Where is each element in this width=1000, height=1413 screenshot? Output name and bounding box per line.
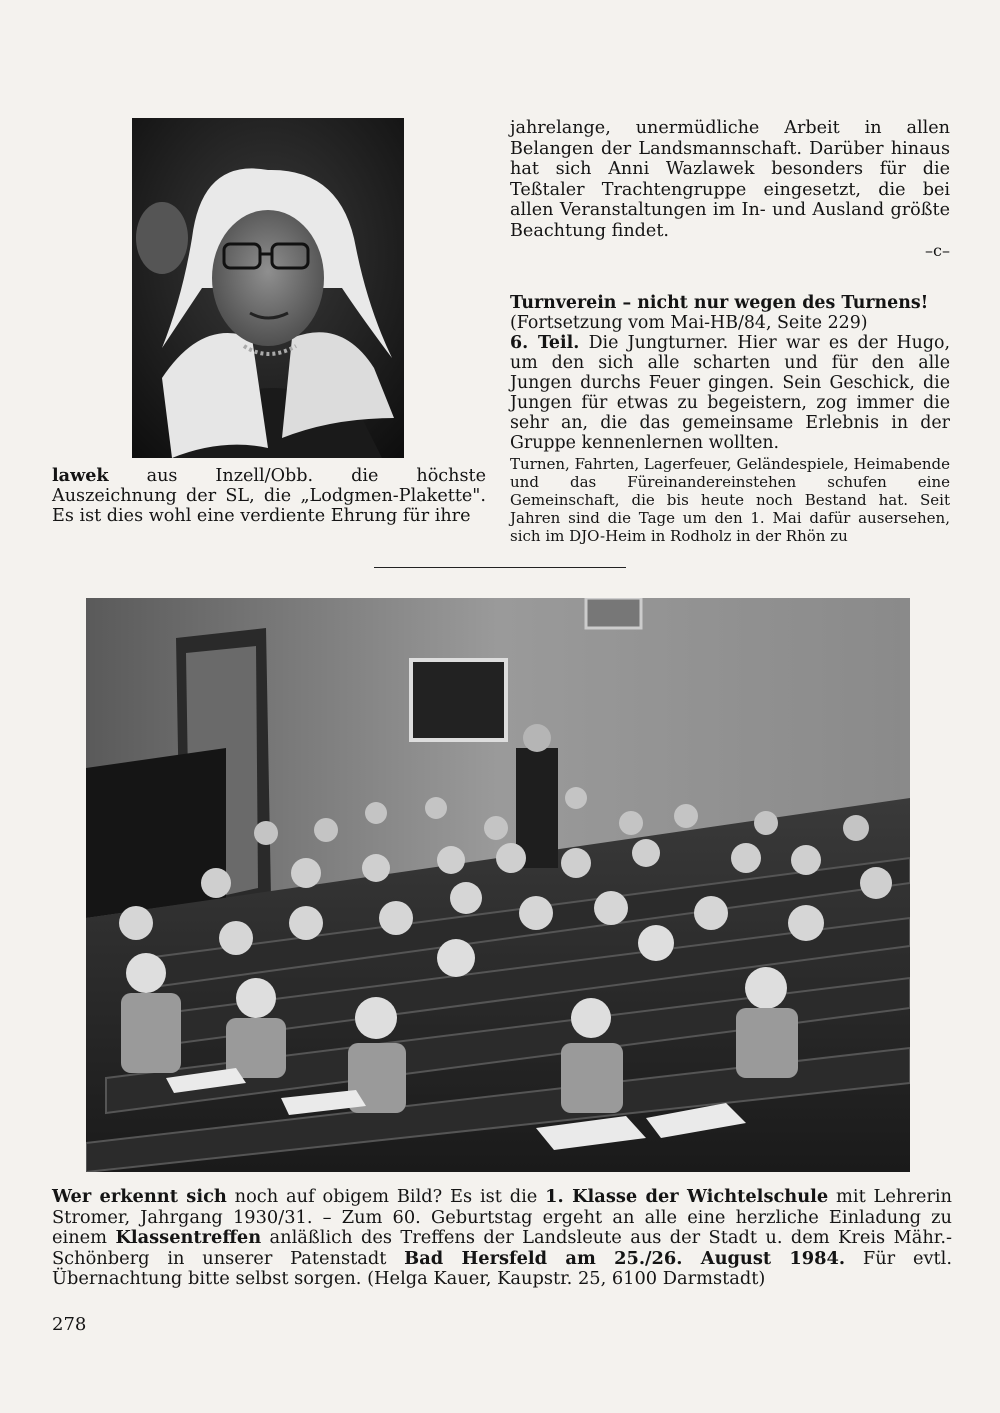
left-paragraph: aus Inzell/Obb. die höchste Auszeichnung der SL, die „Lodgmen-Plakette". Es ist dies wohl eine verdiente Ehrung für ihre	[52, 466, 486, 526]
class-photo	[86, 598, 910, 1172]
caption-text-4: Für evtl. Übernachtung bitte selbst sorgen. (Helga Kauer, Kaupstr. 25, 6100 Darmstadt)	[52, 1247, 952, 1289]
left-column-text	[52, 466, 486, 526]
portrait-photo	[132, 118, 404, 458]
page-number: 278	[52, 1314, 87, 1335]
article-turnverein	[510, 293, 950, 545]
article-small-text: Turnen, Fahrten, Lagerfeuer, Geländespiele, Heimabende und das Füreinandereinstehen schufen eine Gemeinschaft, die bis heute noch Bestand hat. Seit Jahren sind die Tage um den 1. Mai dafür ausersehen, sich im DJO-Heim in Rodholz in der Rhön zu	[510, 455, 950, 545]
caption-bold-3: Klassentreffen	[115, 1227, 262, 1248]
section-divider	[374, 567, 626, 568]
caption-bold-2: 1. Klasse der Wichtelschule	[545, 1186, 829, 1207]
article-continuation: (Fortsetzung vom Mai-HB/84, Seite 229)	[510, 313, 868, 333]
part-label: 6. Teil.	[510, 333, 580, 353]
article-body	[510, 333, 950, 453]
caption-bold-1: Wer erkennt sich	[52, 1186, 227, 1207]
caption-text-1: noch auf obigem Bild? Es ist die	[226, 1186, 546, 1207]
name-fragment: lawek	[52, 465, 109, 486]
classroom-image	[86, 598, 910, 1172]
tribute-text: jahrelange, unermüdliche Arbeit in allen Belangen der Landsmannschaft. Darüber hinaus hat sich Anni Wazlawek besonders für die Teßtaler Trachtengruppe eingesetzt, die bei allen Veranstaltungen im In- und Ausland größte Beachtung findet.	[510, 118, 950, 241]
portrait-image	[132, 118, 404, 458]
signature: –c–	[925, 241, 950, 260]
caption-text-3: anläßlich des Treffens der Landsleute aus der Stadt u. dem Kreis Mähr.-Schönberg in unserer Patenstadt	[52, 1227, 952, 1269]
part-text: Die Jungturner. Hier war es der Hugo, um den sich alle scharten und für den alle Jungen durchs Feuer gingen. Sein Geschick, die Jungen für etwas zu begeistern, zog immer die sehr an, die das gemeinsame Erlebnis in der Gruppe kennenlernen wollten.	[510, 333, 950, 453]
right-column	[510, 118, 950, 545]
tribute-paragraph	[510, 118, 950, 241]
photo-caption	[52, 1187, 952, 1290]
signature-line	[510, 241, 950, 260]
caption-text-2: mit Lehrerin Stromer, Jahrgang 1930/31. – Zum 60. Geburtstag ergeht an alle eine herzliche Einladung zu einem	[52, 1186, 952, 1248]
caption-bold-4: Bad Hersfeld am 25./26. August 1984.	[404, 1247, 846, 1269]
article-headline: Turnverein – nicht nur wegen des Turnens!	[510, 293, 929, 313]
